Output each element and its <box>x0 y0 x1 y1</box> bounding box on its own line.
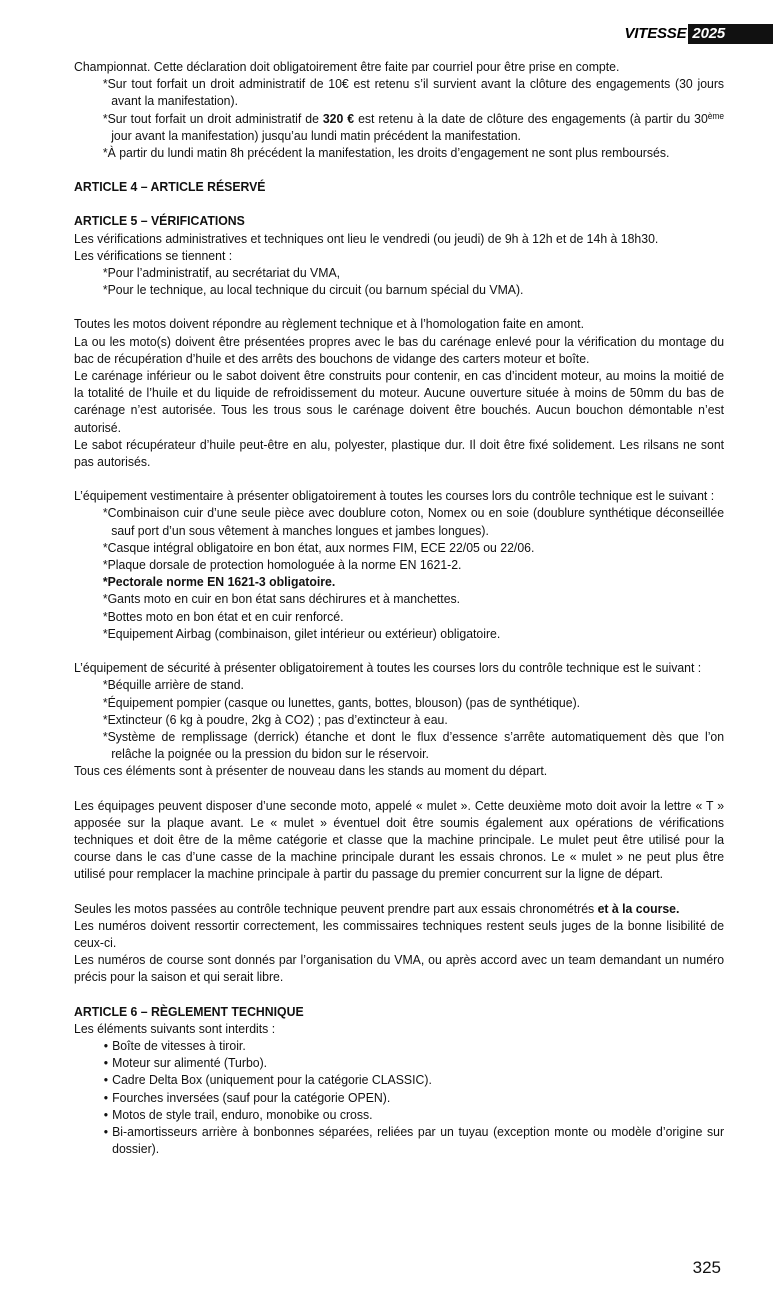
header-title: VITESSE <box>624 25 687 42</box>
equipment-item: *Combinaison cuir d’une seule pièce avec doublure coton, Nomex ou en soie (doublure synthétique déconseillée sauf port d’un sous vêtement à manches longues et jambes longues). <box>102 505 725 538</box>
article-5-heading: ARTICLE 5 – VÉRIFICATIONS <box>74 213 245 229</box>
list-item-text: Bi-amortisseurs arrière à bonbonnes séparées, reliées par un tuyau (exception monte ou modèle d’origine sur dossier). <box>112 1123 725 1157</box>
numeros-paragraph-1: Les numéros doivent ressortir correctement, les commissaires techniques restent seuls juges de la bonne lisibilité de ceux-ci. <box>74 917 725 950</box>
fee-320-post: jour avant la manifestation) jusqu’au lundi matin précédent la manifestation. <box>111 127 521 143</box>
article-6-heading: ARTICLE 6 – RÈGLEMENT TECHNIQUE <box>74 1003 304 1019</box>
numeros-paragraph-2: Les numéros de course sont donnés par l’organisation du VMA, ou après accord avec un team demandant un numéro précis pour la saison et qui serait libre. <box>74 952 725 985</box>
fee-320-mid: est retenu à la date de clôture des engagements (à partir du 30 <box>354 110 708 126</box>
header-year-badge: 2025 <box>688 24 773 44</box>
list-item-text: Moteur sur alimenté (Turbo). <box>112 1055 268 1071</box>
mulet-paragraph: Les équipages peuvent disposer d’une seconde moto, appelé « mulet ». Cette deuxième moto doit avoir la lettre « T » apposée sur la plaque avant. Le « mulet » éventuel doit être soumis également aux opérations de vérifications techniques et doit être de la même catégorie et classe que la machine principale. Le mulet peut être utilisé pour la course dans le cas d’une casse de la machine principale durant les essais chronos. Le « mulet » ne peut plus être utilisé pour remplacer la machine principale à partir du passage du premier concurrent sur la ligne de départ. <box>74 797 725 882</box>
equipment-item: *Equipement Airbag (combinaison, gilet intérieur ou extérieur) obligatoire. <box>102 625 501 641</box>
list-item-text: Motos de style trail, enduro, monobike ou cross. <box>112 1106 373 1122</box>
motos-paragraph-2: La ou les moto(s) doivent être présentées propres avec le bas du carénage enlevé pour la vérification du montage du bac de récupération d’huile et des arrêts des bouchons de vidange des carters moteur et boîte. <box>74 333 725 366</box>
equipment-bold-text: *Pectorale norme EN 1621-3 obligatoire. <box>102 574 336 590</box>
bullet-icon: • <box>103 1106 109 1122</box>
list-item <box>74 1037 724 1054</box>
article-6-intro: Les éléments suivants sont interdits : <box>74 1020 276 1036</box>
security-item: *Équipement pompier (casque ou lunettes, gants, bottes, blouson) (pas de synthétique). <box>102 694 581 710</box>
list-item-text: Fourches inversées (sauf pour la catégorie OPEN). <box>112 1089 391 1105</box>
page-number: 325 <box>692 1258 721 1277</box>
equipment-intro: L’équipement vestimentaire à présenter obligatoirement à toutes les courses lors du contrôle technique est le suivant : <box>74 488 715 504</box>
motos-paragraph-3: Le carénage inférieur ou le sabot doivent être construits pour contenir, en cas d’incident moteur, au moins la moitié de la totalité de l’huile et du liquide de refroidissement du moteur. Aucune ouverture située à moins de 50mm du bas de carénage n’est autorisée. Tous les trous sous le carénage doivent être bouchés. Aucun bouchon démontable n’est autorisé. <box>74 368 725 435</box>
bullet-icon: • <box>103 1072 109 1088</box>
fee-320-pre: *Sur tout forfait un droit administratif de <box>102 110 323 126</box>
bullet-icon: • <box>103 1037 109 1053</box>
equipment-item: *Bottes moto en bon état et en cuir renforcé. <box>102 608 344 624</box>
page-header <box>624 24 773 44</box>
security-outro: Tous ces éléments sont à présenter de nouveau dans les stands au moment du départ. <box>74 763 548 779</box>
list-item <box>74 1054 724 1071</box>
fee-320-amount: 320 € <box>322 110 355 126</box>
list-item-text: Cadre Delta Box (uniquement pour la catégorie CLASSIC). <box>112 1072 432 1088</box>
equipment-item: *Casque intégral obligatoire en bon état, aux normes FIM, ECE 22/05 ou 22/06. <box>102 539 535 555</box>
security-item: *Béquille arrière de stand. <box>102 677 244 693</box>
security-intro: L’équipement de sécurité à présenter obligatoirement à toutes les courses lors du contrôle technique est le suivant : <box>74 660 702 676</box>
intro-paragraph: Championnat. Cette déclaration doit obligatoirement être faite par courriel pour être prise en compte. <box>74 59 620 74</box>
document-body <box>74 58 724 1157</box>
equipment-item: *Gants moto en cuir en bon état sans déchirures et à manchettes. <box>102 591 461 607</box>
list-item <box>74 1089 724 1106</box>
security-item: *Extincteur (6 kg à poudre, 2kg à CO2) ; pas d’extincteur à eau. <box>102 711 448 727</box>
list-item <box>74 1071 724 1088</box>
article-4-heading: ARTICLE 4 – ARTICLE RÉSERVÉ <box>74 179 266 195</box>
verif-paragraph-1: Les vérifications administratives et techniques ont lieu le vendredi (ou jeudi) de 9h à 12h et de 14h à 18h30. <box>74 230 659 246</box>
verif-tech-item: *Pour le technique, au local technique du circuit (ou barnum spécial du VMA). <box>102 282 524 298</box>
fee-320-sup: ème <box>707 110 725 121</box>
fee-monday-paragraph: *À partir du lundi matin 8h précédent la manifestation, les droits d’engagement ne sont plus remboursés. <box>102 145 670 161</box>
bullet-icon: • <box>103 1123 109 1139</box>
essais-text: Seules les motos passées au contrôle technique peuvent prendre part aux essais chronométrés <box>74 900 598 916</box>
bullet-icon: • <box>103 1089 109 1105</box>
verif-admin-item: *Pour l’administratif, au secrétariat du VMA, <box>102 265 341 281</box>
security-item: *Système de remplissage (derrick) étanche et dont le flux d’essence s’arrête automatiquement dès que l’on relâche la poignée ou la pression du bidon sur le réservoir. <box>102 728 725 762</box>
motos-paragraph-1: Toutes les motos doivent répondre au règlement technique et à l’homologation faite en amont. <box>74 316 584 332</box>
equipment-item-bold <box>74 573 724 590</box>
essais-bold-text: et à la course. <box>597 900 680 916</box>
bullet-icon: • <box>103 1055 109 1071</box>
fee-10-paragraph: *Sur tout forfait un droit administratif de 10€ est retenu s’il survient avant la clôture des engagements (30 jours avant la manifestation). <box>102 76 725 109</box>
fee-320-paragraph <box>74 110 724 144</box>
verif-paragraph-2: Les vérifications se tiennent : <box>74 247 233 263</box>
list-item-text: Boîte de vitesses à tiroir. <box>112 1037 246 1053</box>
forbidden-list <box>74 1037 724 1157</box>
list-item <box>74 1106 724 1123</box>
motos-paragraph-4: Le sabot récupérateur d’huile peut-être en alu, polyester, plastique dur. Il doit être fixé solidement. Les rilsans ne sont pas autorisés. <box>74 436 725 470</box>
essais-paragraph <box>74 900 724 917</box>
equipment-item: *Plaque dorsale de protection homologuée à la norme EN 1621-2. <box>102 557 462 573</box>
list-item <box>74 1123 724 1157</box>
